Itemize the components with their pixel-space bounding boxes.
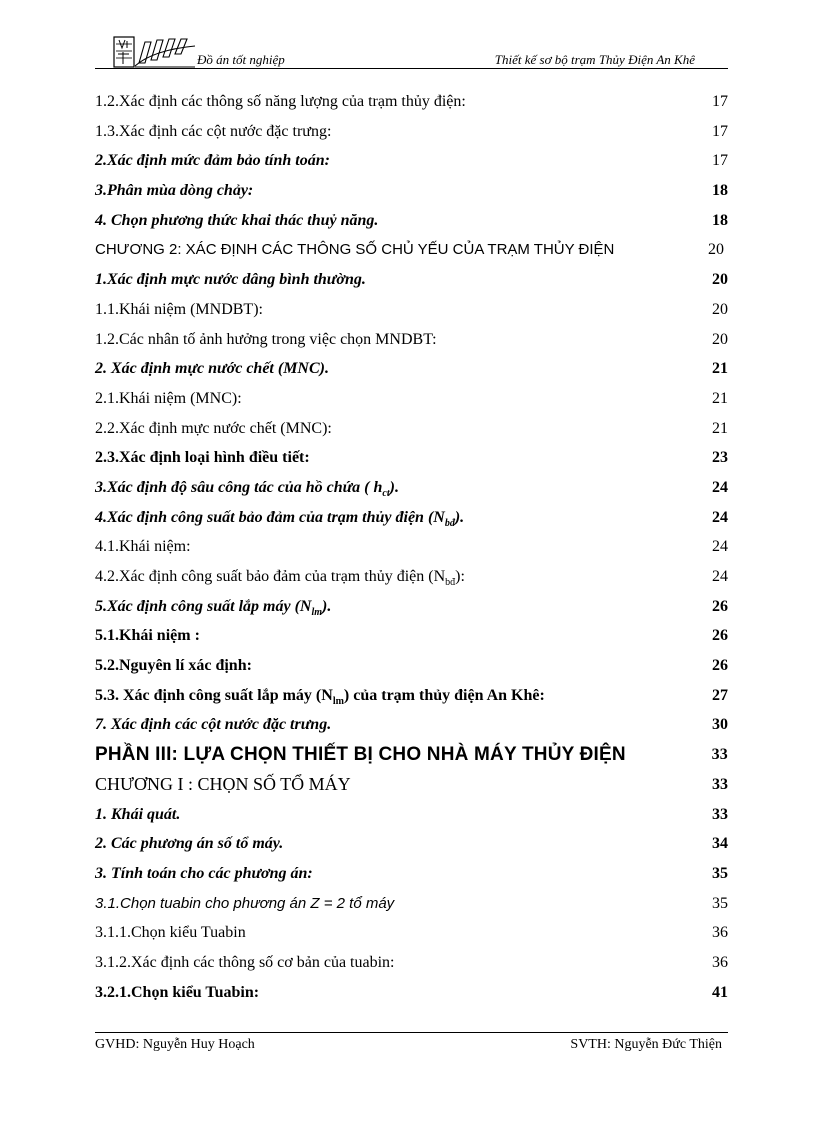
toc-entry-title: 5.1.Khái niệm : — [95, 627, 200, 645]
toc-entry — [95, 176, 728, 206]
toc-entry-page: 24 — [712, 538, 728, 556]
toc-entry-page: 24 — [712, 568, 728, 585]
toc-entry-page: 20 — [712, 330, 728, 348]
toc-entry — [95, 859, 728, 889]
toc-entry-page: 36 — [712, 924, 728, 942]
toc-entry — [95, 384, 728, 414]
table-of-contents — [95, 87, 728, 1007]
toc-entry-page: 20 — [708, 241, 724, 259]
toc-entry — [95, 146, 728, 176]
toc-entry — [95, 473, 728, 503]
header-document-title: Thiết kế sơ bộ trạm Thủy Điện An Khê — [494, 52, 695, 67]
toc-entry-page: 30 — [712, 716, 728, 734]
toc-entry-page: 24 — [712, 478, 728, 496]
toc-entry — [95, 265, 728, 295]
toc-entry-title: 2.3.Xác định loại hình điều tiết: — [95, 449, 310, 467]
toc-entry — [95, 87, 728, 117]
toc-entry — [95, 532, 728, 562]
toc-entry-page: 20 — [712, 300, 728, 318]
toc-entry — [95, 206, 728, 236]
toc-entry-title: 3. Tính toán cho các phương án: — [95, 864, 313, 882]
toc-entry-title: 2.1.Khái niệm (MNC): — [95, 389, 242, 407]
toc-entry-page: 17 — [712, 122, 728, 140]
toc-entry-title: 7. Xác định các cột nước đặc trưng. — [95, 716, 332, 734]
toc-entry-title: 2.Xác định mức đảm bảo tính toán: — [95, 152, 330, 170]
toc-entry-title: 1.2.Xác định các thông số năng lượng của trạm thủy điện: — [95, 93, 466, 110]
toc-entry-page: 26 — [712, 597, 728, 615]
toc-entry — [95, 117, 728, 147]
toc-entry-page: 17 — [712, 152, 728, 170]
toc-entry — [95, 978, 728, 1008]
footer-student: SVTH: Nguyễn Đức Thiện — [570, 1037, 722, 1052]
toc-entry-page: 24 — [712, 508, 728, 526]
toc-entry-title: CHƯƠNG 2: XÁC ĐỊNH CÁC THÔNG SỐ CHỦ YẾU CỦA TRẠM THỦY ĐIỆN — [95, 241, 615, 259]
toc-entry — [95, 354, 728, 384]
toc-entry — [95, 592, 728, 622]
toc-entry-title: PHẦN III: LỰA CHỌN THIẾT BỊ CHO NHÀ MÁY THỦY ĐIỆN — [95, 744, 626, 766]
toc-entry — [95, 325, 728, 355]
toc-entry-title: 2. Các phương án số tổ máy. — [95, 835, 284, 853]
toc-entry-page: 36 — [712, 953, 728, 971]
toc-entry — [95, 295, 728, 325]
toc-chapter-entry — [95, 235, 728, 265]
toc-entry-page: 27 — [712, 686, 728, 704]
toc-entry-title: 1.Xác định mực nước dâng bình thường. — [95, 271, 366, 289]
header-document-type: Đồ án tốt nghiệp — [197, 52, 285, 67]
toc-entry — [95, 562, 728, 592]
toc-entry-title: 2.2.Xác định mực nước chết (MNC): — [95, 419, 332, 437]
footer-divider — [95, 1032, 728, 1033]
toc-entry — [95, 443, 728, 473]
header-divider — [95, 68, 728, 69]
toc-entry — [95, 651, 728, 681]
toc-entry-title: 4.1.Khái niệm: — [95, 538, 191, 556]
toc-entry — [95, 710, 728, 740]
toc-entry-page: 41 — [712, 983, 728, 1001]
university-logo-icon — [113, 36, 197, 68]
toc-entry — [95, 621, 728, 651]
toc-entry-page: 33 — [711, 746, 728, 764]
toc-entry — [95, 800, 728, 830]
toc-entry-page: 34 — [712, 835, 728, 853]
toc-entry-page: 26 — [712, 627, 728, 645]
toc-entry-page: 20 — [712, 271, 728, 289]
toc-entry-page: 35 — [712, 864, 728, 882]
toc-entry-page: 33 — [712, 805, 728, 823]
toc-entry-page: 26 — [712, 657, 728, 675]
toc-entry-title: 1.3.Xác định các cột nước đặc trưng: — [95, 122, 332, 140]
toc-entry — [95, 948, 728, 978]
toc-entry-title: 3.1.2.Xác định các thông số cơ bản của tuabin: — [95, 953, 395, 971]
toc-part-entry — [95, 740, 728, 770]
toc-entry-page: 21 — [712, 389, 728, 407]
page-footer — [95, 1032, 728, 1052]
toc-entry-title: 4.Xác định công suất bảo đảm của trạm thủy điện $(N_{bđ})$. — [95, 508, 465, 529]
toc-entry-page: 18 — [712, 182, 728, 200]
toc-entry-title: 3.1.Chọn tuabin cho phương án Z = 2 tổ máy — [95, 894, 395, 912]
toc-entry — [95, 889, 728, 919]
toc-entry-title: 4.2.Xác định công suất bảo đảm của trạm thủy điện $(N_{bđ})$: — [95, 568, 465, 589]
toc-entry-title: 1.1.Khái niệm (MNDBT): — [95, 300, 263, 318]
toc-entry — [95, 503, 728, 533]
toc-entry-page: 21 — [712, 360, 728, 378]
toc-entry-title: 3.2.1.Chọn kiểu Tuabin: — [95, 983, 260, 1001]
toc-entry-title: 5.Xác định công suất lắp máy $(N_{lm})$. — [95, 597, 332, 618]
toc-entry — [95, 681, 728, 711]
toc-entry-title: 3.1.1.Chọn kiểu Tuabin — [95, 924, 246, 942]
page-header — [95, 36, 728, 70]
toc-entry-title: 4. Chọn phương thức khai thác thuỷ năng. — [95, 211, 379, 229]
toc-entry — [95, 918, 728, 948]
toc-entry-title: 3.Phân mùa dòng chảy: — [95, 182, 254, 200]
toc-entry-title: 5.2.Nguyên lí xác định: — [95, 657, 252, 675]
toc-entry-title: 3.Xác định độ sâu công tác của hồ chứa ( $h_{ct}$). — [95, 478, 399, 500]
toc-entry — [95, 829, 728, 859]
toc-entry-page: 21 — [712, 419, 728, 437]
toc-entry-title: 1.2.Các nhân tố ảnh hưởng trong việc chọn MNDBT: — [95, 330, 437, 348]
toc-entry-page: 18 — [712, 211, 728, 229]
toc-entry — [95, 414, 728, 444]
toc-entry-page: 35 — [712, 894, 728, 912]
toc-entry-title: 1. Khái quát. — [95, 805, 181, 823]
toc-entry-page: 23 — [712, 449, 728, 467]
toc-entry-title: 2. Xác định mực nước chết (MNC). — [95, 360, 329, 378]
toc-chapter-entry — [95, 770, 728, 800]
toc-entry-page: 17 — [712, 93, 728, 110]
toc-entry-page: 33 — [712, 775, 728, 793]
footer-supervisor: GVHD: Nguyễn Huy Hoạch — [95, 1037, 255, 1052]
toc-entry-title: 5.3. Xác định công suất lắp máy $(N_{lm})$ của trạm thủy điện An Khê: — [95, 686, 545, 707]
toc-entry-title: CHƯƠNG I : CHỌN SỐ TỔ MÁY — [95, 773, 351, 794]
